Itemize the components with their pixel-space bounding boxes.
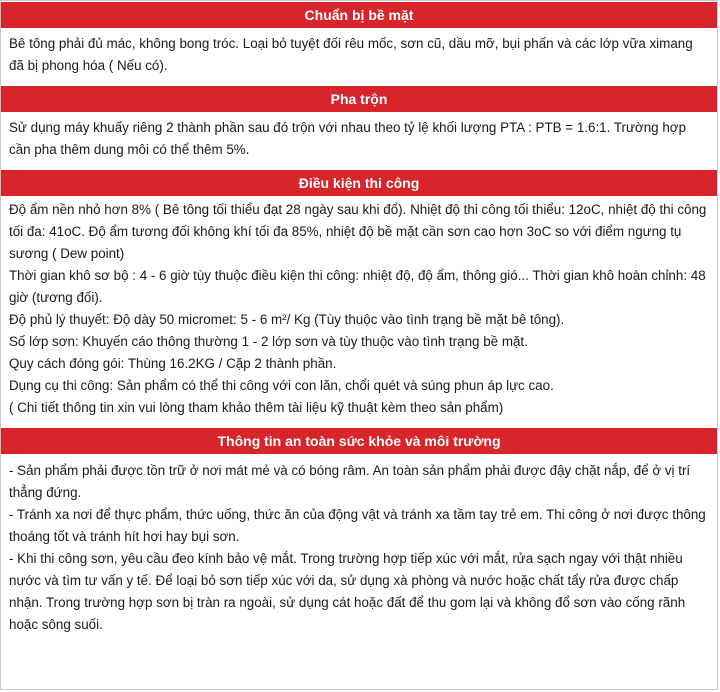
paragraph: - Sản phẩm phải được tồn trữ ở nơi mát mẻ và có bóng râm. An toàn sản phẩm phải được đậy chặt nắp, để ở vị trí thẳng đứng. (9, 463, 691, 500)
section-title: Chuẩn bị bề mặt (1, 1, 717, 28)
section-title: Pha trộn (1, 85, 717, 112)
paragraph: - Khi thi công sơn, yêu cầu đeo kính bảo vệ mắt. Trong trường hợp tiếp xúc với mắt, rửa sạch ngay với thật nhiều nước và tìm tư vấn y tế. Để loại bỏ sơn tiếp xúc với da, sử dụng xà phòng và nước hoặc chất tẩy rửa được chấp nhận. Trong trường hợp sơn bị tràn ra ngoài, sử dụng cát hoặc đất để thu gom lại và không đổ sơn vào cống rãnh hoặc sông suối. (9, 551, 686, 632)
section-content (1, 28, 717, 85)
paragraph: Bê tông phải đủ mác, không bong tróc. Loại bỏ tuyệt đối rêu mốc, sơn cũ, dầu mỡ, bụi phấn và các lớp vữa ximang đã bị phong hóa ( Nếu có). (9, 36, 693, 73)
section-mixing (1, 85, 717, 169)
section-content (1, 196, 717, 427)
section-content (1, 454, 717, 644)
section-content (1, 112, 717, 169)
paragraph: Thời gian khô sơ bộ : 4 - 6 giờ tùy thuộc điều kiện thi công: nhiệt độ, độ ẩm, thông gió... Thời gian khô hoàn chỉnh: 48 giờ (tương đối). (9, 268, 706, 305)
section-application-conditions (1, 169, 717, 427)
paragraph: Sử dụng máy khuấy riêng 2 thành phần sau đó trộn với nhau theo tỷ lệ khối lượng PTA : PTB = 1.6:1. Trường hợp cần pha thêm dung môi có thể thêm 5%. (9, 120, 687, 157)
paragraph: Quy cách đóng gói: Thùng 16.2KG / Cặp 2 thành phần. (9, 356, 337, 371)
section-title: Thông tin an toàn sức khỏe và môi trường (1, 427, 717, 454)
paragraph: Độ phủ lý thuyết: Độ dày 50 micromet: 5 - 6 m²/ Kg (Tùy thuộc vào tình trạng bề mặt bê tông). (9, 312, 565, 327)
section-safety (1, 427, 717, 644)
paragraph: Dụng cụ thi công: Sản phẩm có thể thi công với con lăn, chổi quét và súng phun áp lực cao. (9, 378, 554, 393)
section-title: Điều kiện thi công (1, 169, 717, 196)
paragraph: - Tránh xa nơi để thực phẩm, thức uống, thức ăn của động vật và tránh xa tầm tay trẻ em. Thi công ở nơi được thông thoáng tốt và tránh hít hơi hay bụi sơn. (9, 507, 706, 544)
paragraph: Độ ẩm nền nhỏ hơn 8% ( Bê tông tối thiểu đạt 28 ngày sau khi đổ). Nhiệt độ thi công tối thiểu: 12oC, nhiệt độ thi công tối đa: 41oC. Độ ẩm tương đối không khí tối đa 85%, nhiệt độ bề mặt cần sơn cao hơn 3oC so với điểm ngưng tụ sương ( Dew point) (9, 202, 707, 261)
section-surface-prep (1, 1, 717, 85)
paragraph: ( Chi tiết thông tin xin vui lòng tham khảo thêm tài liệu kỹ thuật kèm theo sản phẩm) (9, 400, 504, 415)
paragraph: Số lớp sơn: Khuyến cáo thông thường 1 - 2 lớp sơn và tùy thuộc vào tình trạng bề mặt. (9, 334, 528, 349)
